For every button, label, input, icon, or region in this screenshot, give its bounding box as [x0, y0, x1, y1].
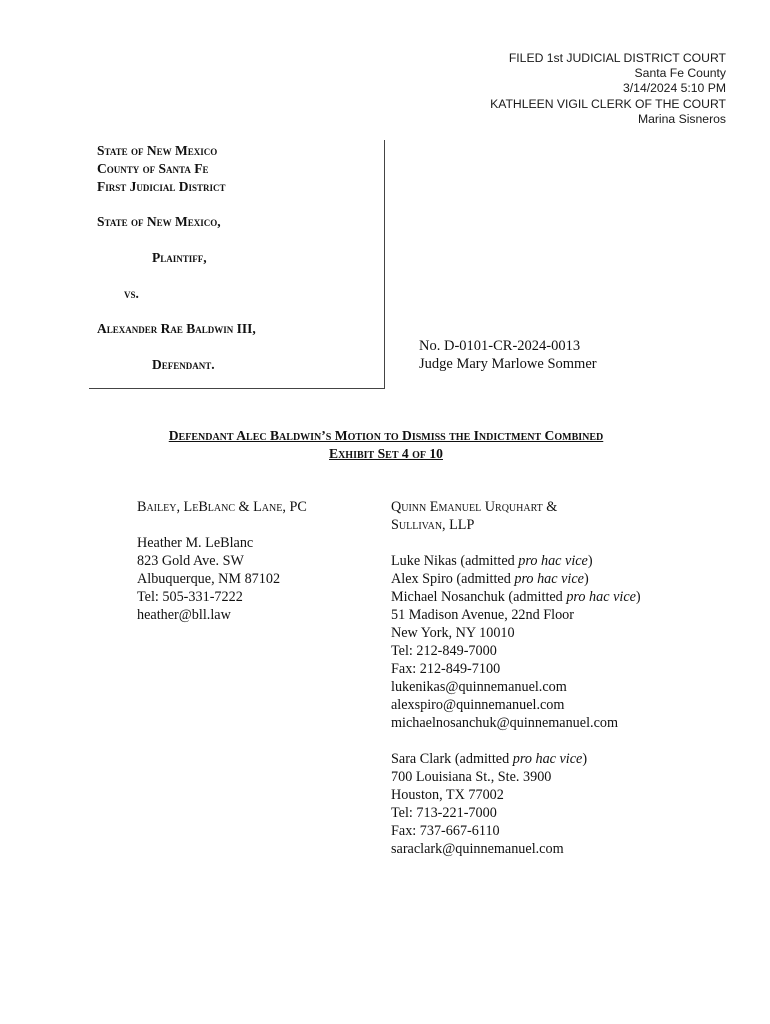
stamp-datetime: 3/14/2024 5:10 PM: [623, 81, 726, 96]
email-address: michaelnosanchuk@quinnemanuel.com: [391, 715, 618, 731]
pro-hac-vice: pro hac vice: [566, 589, 636, 605]
caption-plaintiff-name: State of New Mexico,: [97, 214, 221, 229]
pro-hac-vice: pro hac vice: [518, 553, 588, 569]
fax-number: Fax: 737-667-6110: [391, 823, 500, 839]
attorney-name: Sara Clark (admitted: [391, 751, 513, 767]
title-line-1: Defendant Alec Baldwin’s Motion to Dismiss the Indictment Combined: [168, 428, 604, 443]
counsel-block-left: [137, 498, 307, 624]
address-line: Albuquerque, NM 87102: [137, 571, 281, 587]
email-address: saraclark@quinnemanuel.com: [391, 841, 564, 857]
phone-number: Tel: 713-221-7000: [391, 805, 497, 821]
phone-number: Tel: 505-331-7222: [137, 589, 243, 605]
judge-name: Judge Mary Marlowe Sommer: [419, 356, 597, 372]
caption-defendant-name: Alexander Rae Baldwin III,: [97, 321, 256, 336]
firm-name-left: Bailey, LeBlanc & Lane, PC: [137, 499, 307, 515]
attorney-name: Heather M. LeBlanc: [137, 535, 254, 551]
caption-versus: vs.: [124, 286, 139, 301]
attorney-line: Alex Spiro (admitted pro hac vice): [391, 571, 589, 587]
email-address: alexspiro@quinnemanuel.com: [391, 697, 565, 713]
stamp-clerk: KATHLEEN VIGIL CLERK OF THE COURT: [490, 96, 726, 111]
address-line: Houston, TX 77002: [391, 787, 504, 803]
email-address: lukenikas@quinnemanuel.com: [391, 679, 567, 695]
caption-county: County of Santa Fe: [97, 161, 209, 176]
counsel-block-right: [391, 498, 641, 858]
title-line-2: Exhibit Set 4 of 10: [329, 446, 443, 461]
address-line: 823 Gold Ave. SW: [137, 553, 244, 569]
stamp-county: Santa Fe County: [634, 66, 726, 81]
stamp-court: FILED 1st JUDICIAL DISTRICT COURT: [508, 51, 726, 65]
phone-number: Tel: 212-849-7000: [391, 643, 497, 659]
caption-district: First Judicial District: [97, 179, 226, 194]
case-number: No. D-0101-CR-2024-0013: [419, 338, 581, 354]
case-info: [419, 337, 597, 373]
fax-number: Fax: 212-849-7100: [391, 661, 501, 677]
filing-stamp: [490, 51, 726, 127]
pro-hac-vice: pro hac vice: [512, 751, 583, 767]
attorney-line: Luke Nikas (admitted pro hac vice): [391, 553, 593, 569]
attorney-line: Sara Clark (admitted pro hac vice): [391, 751, 588, 767]
address-line: New York, NY 10010: [391, 625, 515, 641]
attorney-line: Michael Nosanchuk (admitted pro hac vice): [391, 589, 641, 605]
pro-hac-vice: pro hac vice: [514, 571, 584, 587]
case-caption-box: [89, 140, 385, 389]
caption-plaintiff-role: Plaintiff,: [152, 250, 207, 265]
attorney-name: Luke Nikas (admitted: [391, 553, 519, 569]
attorney-name: Alex Spiro (admitted: [391, 571, 515, 587]
caption-state: State of New Mexico: [97, 143, 218, 158]
email-address: heather@bll.law: [137, 607, 231, 623]
caption-defendant-role: Defendant.: [152, 357, 215, 372]
document-title: [80, 427, 692, 463]
firm-name-line-1: Quinn Emanuel Urquhart &: [391, 499, 558, 515]
stamp-deputy: Marina Sisneros: [637, 111, 726, 126]
address-line: 700 Louisiana St., Ste. 3900: [391, 769, 552, 785]
address-line: 51 Madison Avenue, 22nd Floor: [391, 607, 574, 623]
attorney-name: Michael Nosanchuk (admitted: [391, 589, 567, 605]
firm-name-line-2: Sullivan, LLP: [391, 517, 475, 533]
